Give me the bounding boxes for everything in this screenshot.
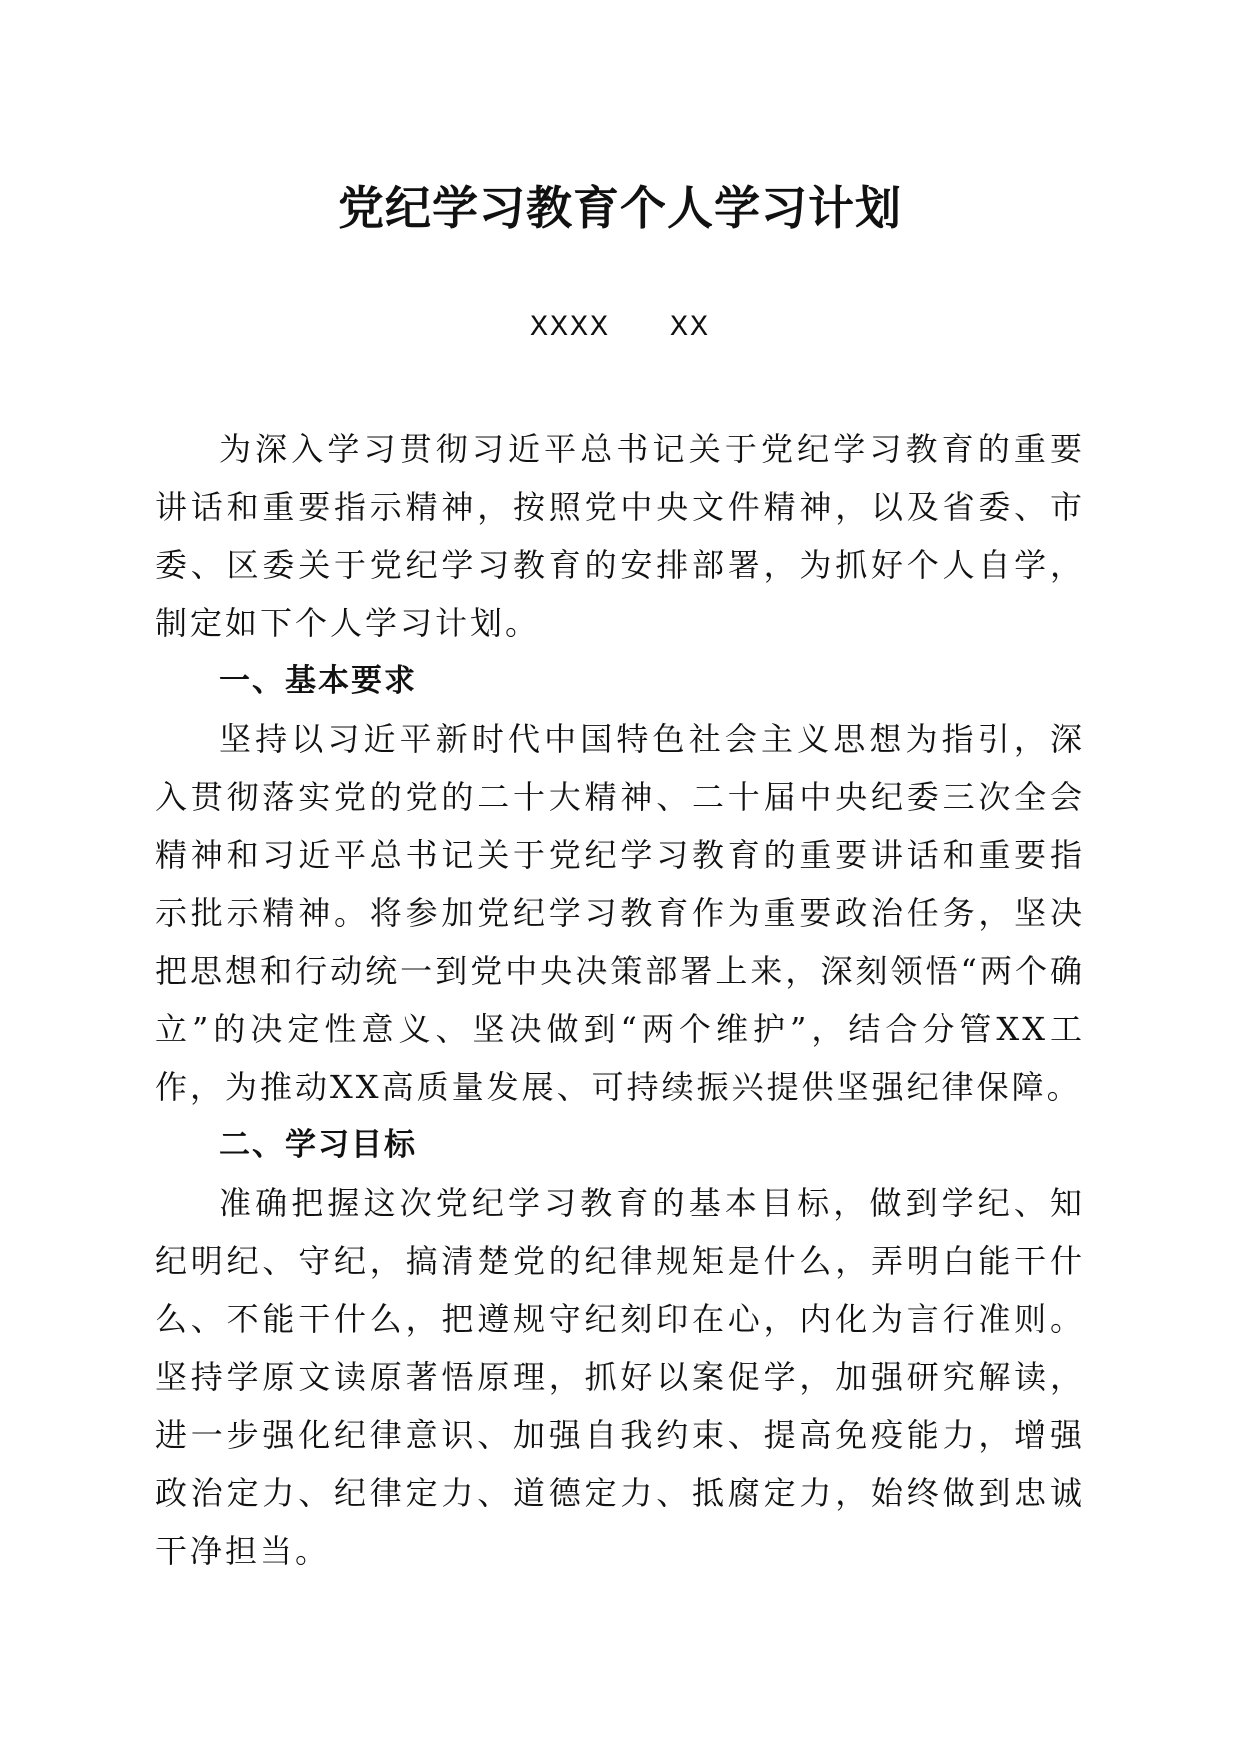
intro-paragraph: 为深入学习贯彻习近平总书记关于党纪学习教育的重要讲话和重要指示精神，按照党中央文件精神，以及省委、市委、区委关于党纪学习教育的安排部署，为抓好个人自学，制定如下个人学习计划。: [155, 430, 1085, 642]
document-body: [155, 420, 1085, 1580]
document-title: 党纪学习教育个人学习计划: [338, 181, 902, 235]
section-paragraph-basic-requirements: 坚持以习近平新时代中国特色社会主义思想为指引，深入贯彻落实党的党的二十大精神、二十届中央纪委三次全会精神和习近平总书记关于党纪学习教育的重要讲话和重要指示批示精神。将参加党纪学习教育作为重要政治任务，坚决把思想和行动统一到党中央决策部署上来，深刻领悟“两个确立”的决定性意义、坚决做到“两个维护”，结合分管XX工作，为推动XX高质量发展、可持续振兴提供坚强纪律保障。: [155, 720, 1085, 1106]
section-heading-basic-requirements: 一、基本要求: [219, 663, 417, 699]
author-line: XXXX XX: [529, 311, 711, 345]
section-heading-learning-goals: 二、学习目标: [219, 1127, 417, 1163]
section-paragraph-learning-goals: 准确把握这次党纪学习教育的基本目标，做到学纪、知纪明纪、守纪，搞清楚党的纪律规矩是什么，弄明白能干什么、不能干什么，把遵规守纪刻印在心，内化为言行准则。坚持学原文读原著悟原理，抓好以案促学，加强研究解读，进一步强化纪律意识、加强自我约束、提高免疫能力，增强政治定力、纪律定力、道德定力、抵腐定力，始终做到忠诚干净担当。: [155, 1184, 1085, 1570]
